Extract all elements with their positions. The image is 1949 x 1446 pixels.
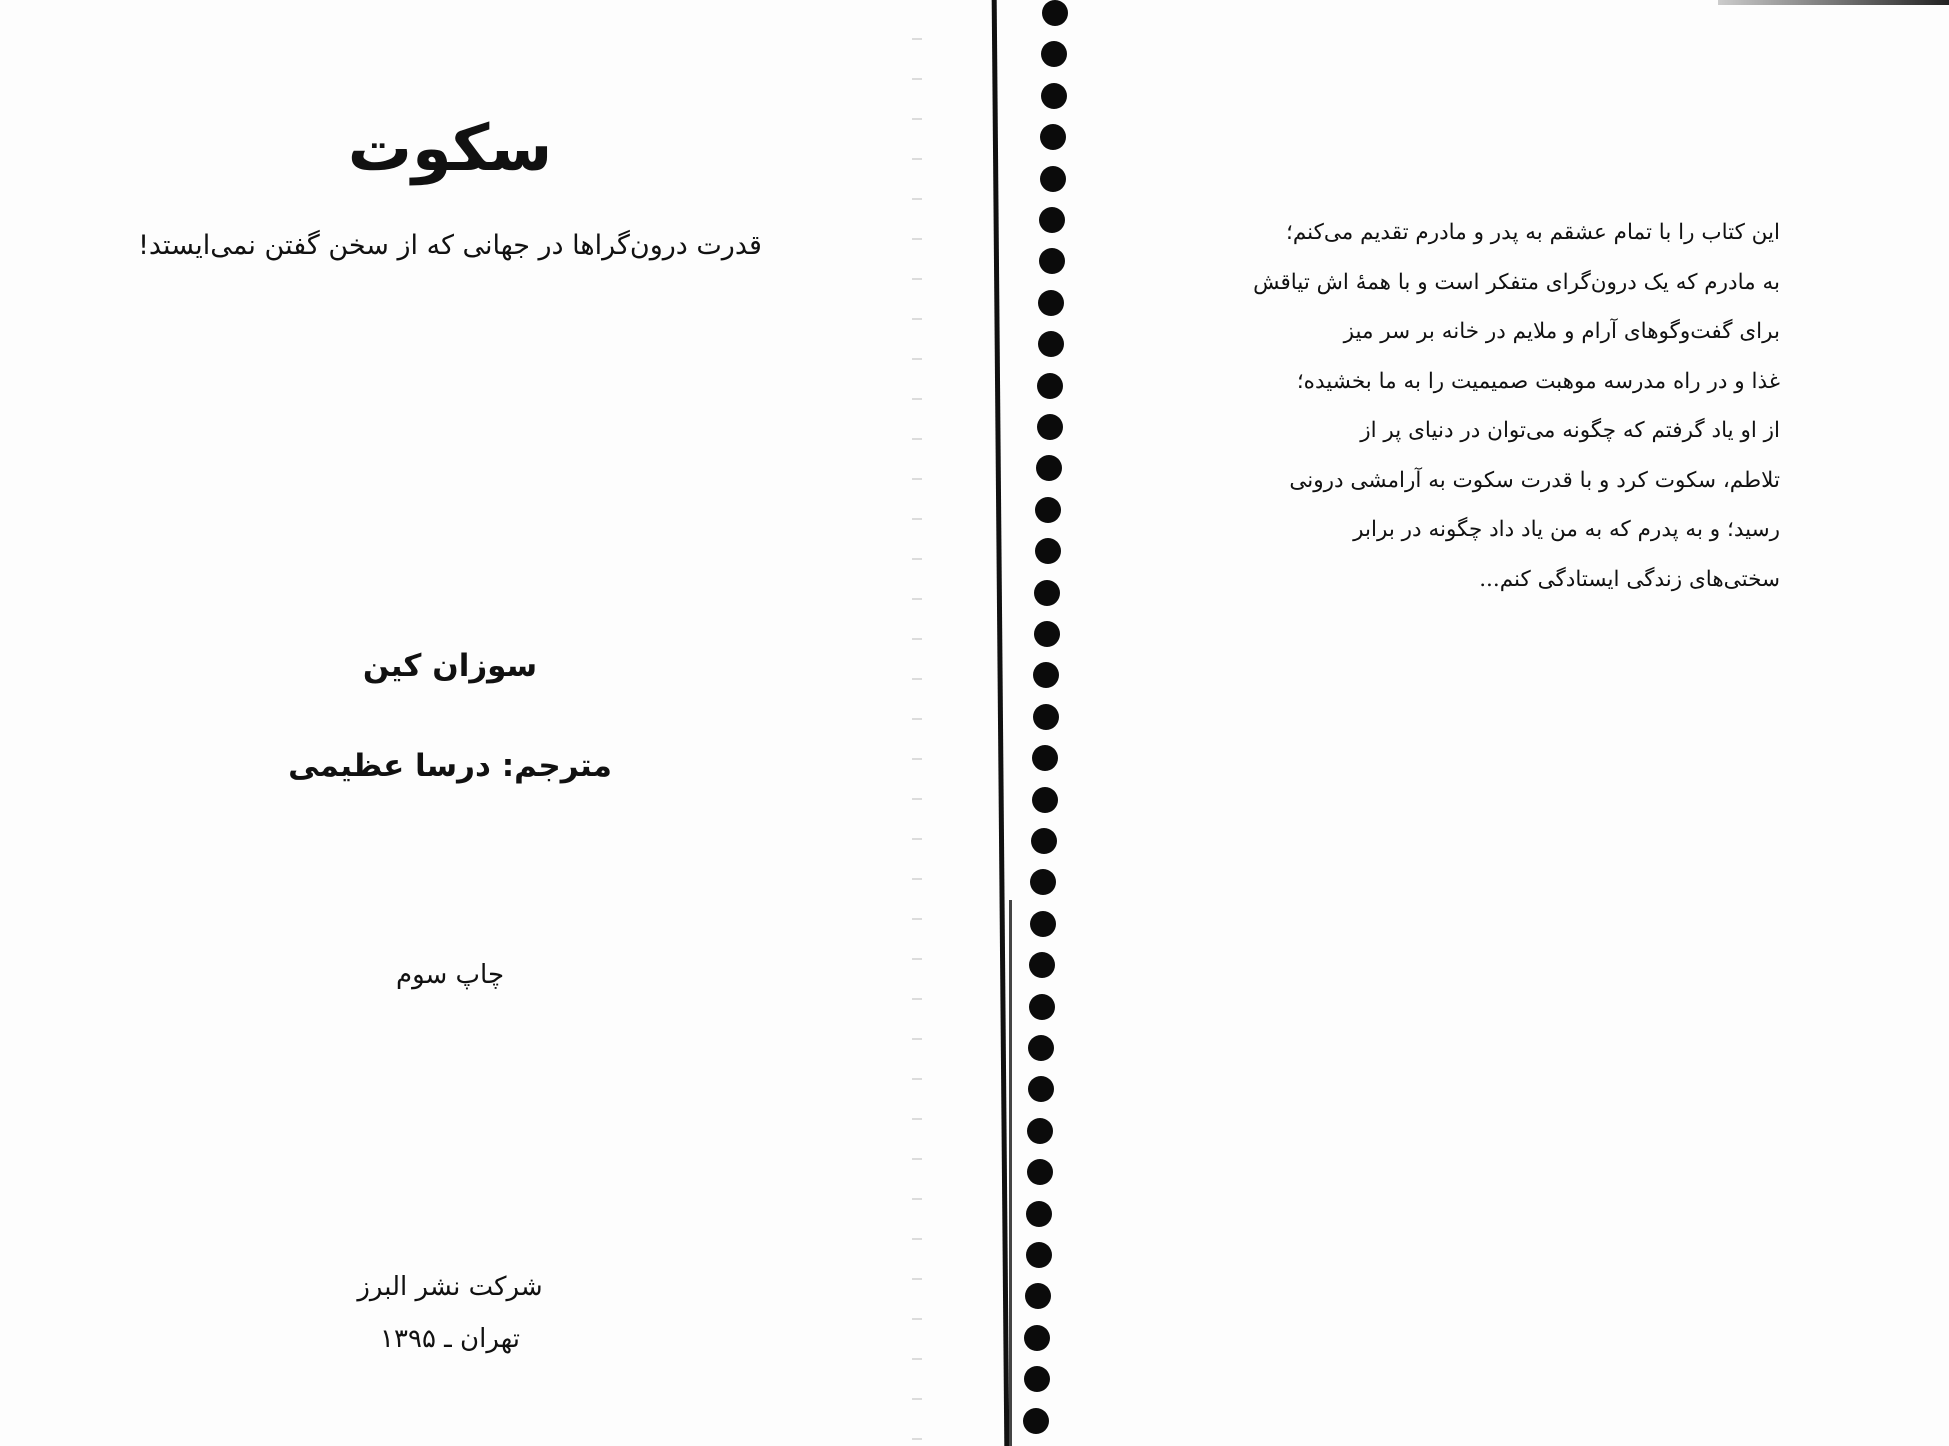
book-subtitle: قدرت درون‌گراها در جهانی که از سخن گفتن نمی‌ایستد! xyxy=(138,230,762,261)
dedication-line: غذا و در راه مدرسه موهبت صمیمیت را به ما بخشیده؛ xyxy=(1296,368,1780,394)
edition-label: چاپ سوم xyxy=(395,960,505,990)
scan-edge-mark xyxy=(1718,0,1949,5)
translator-credit: مترجم: درسا عظیمی xyxy=(288,748,612,784)
dedication-line: رسید؛ و به پدرم که به من یاد داد چگونه در برابر xyxy=(1353,517,1780,542)
dedication-line: این کتاب را با تمام عشقم به پدر و مادرم تقدیم می‌کنم؛ xyxy=(1286,220,1780,245)
dedication-line: از او یاد گرفتم که چگونه می‌توان در دنیای پر از xyxy=(1360,418,1780,443)
author-name: سوزان کین xyxy=(362,648,538,684)
publication-place-year: تهران ـ ۱۳۹۵ xyxy=(380,1324,520,1354)
publisher-name: شرکت نشر البرز xyxy=(357,1272,543,1302)
dedication-text xyxy=(1250,208,1780,604)
dedication-line: تلاطم، سکوت کرد و با قدرت سکوت به آرامشی درونی xyxy=(1289,467,1780,493)
dedication-line: برای گفت‌وگوهای آرام و ملایم در خانه بر سر میز xyxy=(1343,319,1780,344)
dedication-line: سختی‌های زندگی ایستادگی کنم... xyxy=(1479,566,1780,592)
dedication-line: به مادرم که یک درون‌گرای متفکر است و با همهٔ اش تیاقش xyxy=(1253,269,1780,295)
gutter-marks xyxy=(912,0,922,1446)
book-title: سکوت xyxy=(347,112,553,186)
